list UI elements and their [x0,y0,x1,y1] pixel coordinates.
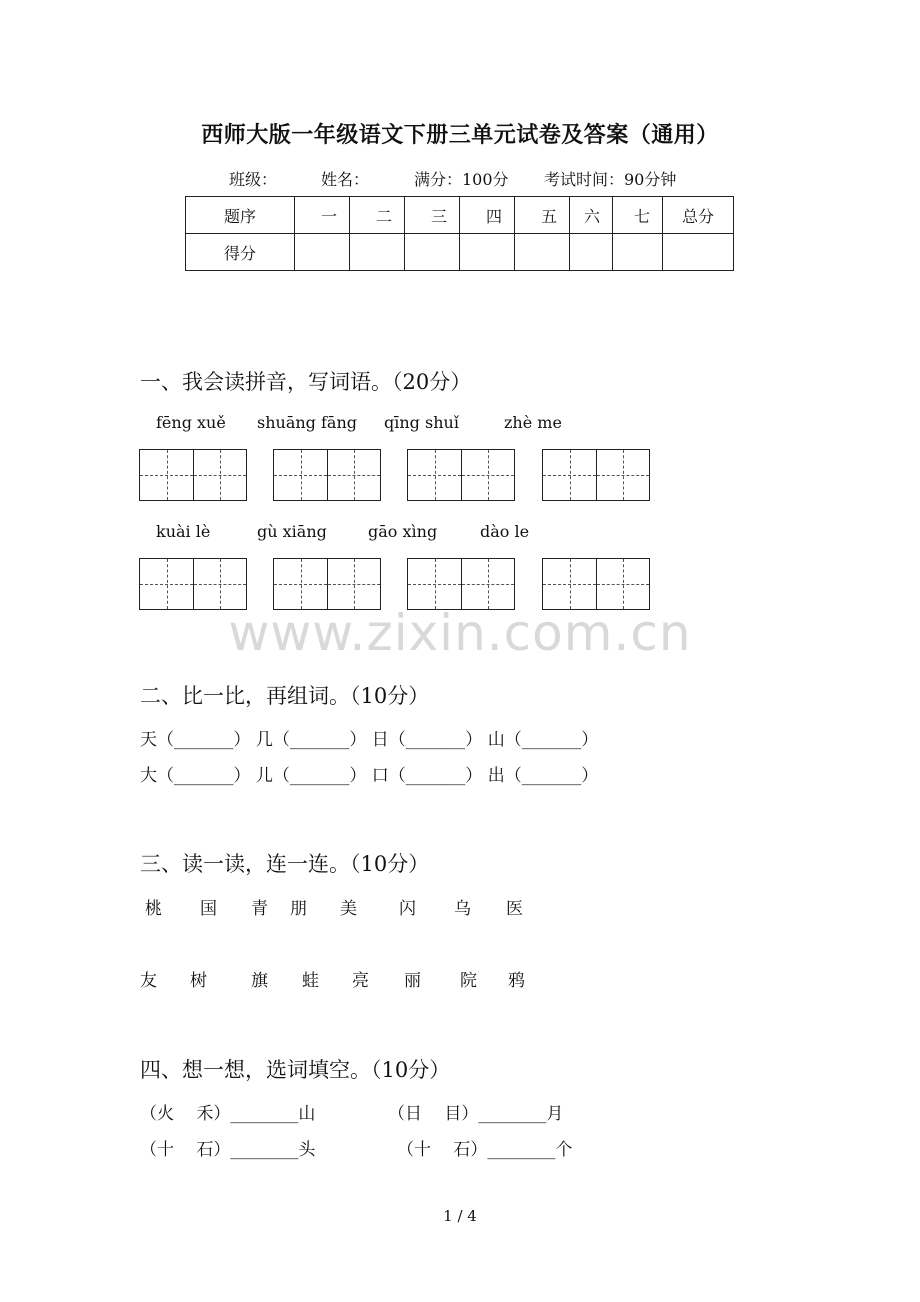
pinyin-label: shuāng fāng [257,413,357,432]
match-top-char[interactable]: 国 [200,899,217,919]
match-bottom-char[interactable]: 丽 [404,971,421,991]
name-label: 姓名： [321,170,370,189]
tianzige-box[interactable] [273,449,381,501]
score-input-cell[interactable] [613,234,663,271]
score-header-cell: 一 [295,197,350,234]
pinyin-label: gù xiāng [257,522,327,541]
pinyin-label: kuài lè [156,522,211,541]
match-top-char[interactable]: 桃 [145,899,162,919]
pinyin-label: dào le [480,522,530,541]
fill-question: （十 石）________头 [140,1140,316,1160]
compare-row-2: 大（_______） 儿（_______） 口（_______） 出（_______） [140,766,599,786]
match-bottom-char[interactable]: 院 [460,971,477,991]
match-bottom-char[interactable]: 鸦 [508,971,525,991]
score-input-cell[interactable] [570,234,613,271]
pinyin-label: zhè me [504,413,562,432]
tianzige-box[interactable] [273,558,381,610]
match-bottom-char[interactable]: 友 [140,971,157,991]
score-input-cell[interactable] [460,234,515,271]
match-bottom-char[interactable]: 旗 [251,971,268,991]
page-number: 1 / 4 [443,1207,477,1225]
score-header-cell: 五 [515,197,570,234]
tianzige-box[interactable] [542,558,650,610]
tianzige-box[interactable] [139,558,247,610]
score-header-cell: 七 [613,197,663,234]
score-table [185,196,734,271]
score-header-cell: 四 [460,197,515,234]
match-top-char[interactable]: 乌 [454,899,471,919]
match-bottom-char[interactable]: 蛙 [302,971,319,991]
pinyin-label: gāo xìng [368,522,438,541]
score-header-cell: 六 [570,197,613,234]
tianzige-box[interactable] [542,449,650,501]
watermark: www.zixin.com.cn [228,604,692,662]
score-input-cell[interactable] [405,234,460,271]
score-table-header-row [186,197,734,234]
score-table-score-row [186,234,734,271]
section1-heading: 一、我会读拼音，写词语。（20分） [140,370,472,394]
score-header-cell: 题序 [186,197,295,234]
full-score: 满分：100分 [414,170,509,189]
score-input-cell[interactable] [515,234,570,271]
score-header-cell: 二 [350,197,405,234]
score-input-cell[interactable] [350,234,405,271]
pinyin-label: qīng shuǐ [384,413,459,432]
fill-question: （火 禾）________山 [140,1104,316,1124]
exam-time: 考试时间：90分钟 [544,170,677,189]
score-input-cell[interactable] [663,234,734,271]
match-bottom-char[interactable]: 树 [190,971,207,991]
compare-row-1: 天（_______） 几（_______） 日（_______） 山（_______） [140,730,599,750]
match-bottom-char[interactable]: 亮 [352,971,369,991]
class-label: 班级： [229,170,278,189]
fill-question: （十 石）________个 [397,1140,573,1160]
score-header-cell: 三 [405,197,460,234]
fill-question: （日 目）________月 [388,1104,564,1124]
pinyin-label: fēng xuě [156,413,226,432]
section2-heading: 二、比一比，再组词。（10分） [140,684,430,708]
score-input-cell[interactable] [295,234,350,271]
match-top-char[interactable]: 闪 [399,899,416,919]
section3-heading: 三、读一读，连一连。（10分） [140,852,430,876]
match-top-char[interactable]: 朋 [290,899,307,919]
match-top-char[interactable]: 美 [340,899,357,919]
section4-heading: 四、想一想，选词填空。（10分） [140,1058,451,1082]
tianzige-box[interactable] [139,449,247,501]
match-top-char[interactable]: 医 [506,899,523,919]
tianzige-box[interactable] [407,449,515,501]
score-row-label: 得分 [186,234,295,271]
score-header-cell: 总分 [663,197,734,234]
tianzige-box[interactable] [407,558,515,610]
match-top-char[interactable]: 青 [251,899,268,919]
document-title: 西师大版一年级语文下册三单元试卷及答案（通用） [201,122,719,148]
